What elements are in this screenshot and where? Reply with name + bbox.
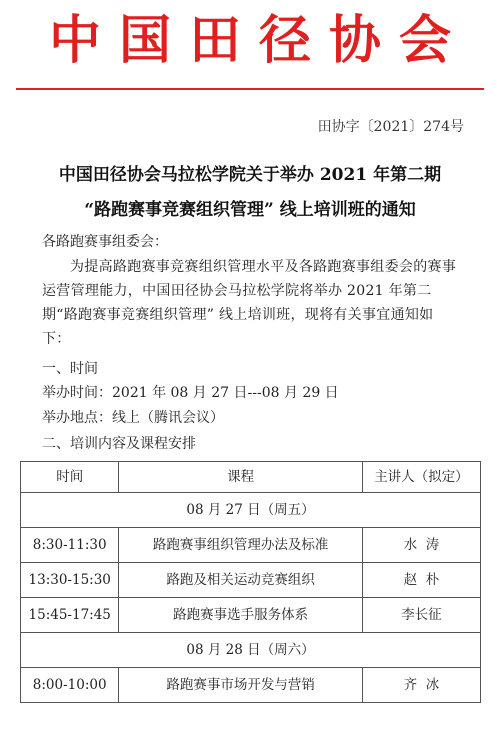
- day-row-2: [21, 633, 481, 668]
- day-label: 08 月 27 日（周五）: [21, 493, 481, 528]
- session-course: 路跑赛事组织管理办法及标准: [119, 528, 362, 563]
- header-course: 课程: [119, 462, 362, 493]
- table-row: [21, 528, 481, 563]
- header-time: 时间: [21, 462, 119, 493]
- document-number: 田协字〔2021〕274号: [317, 119, 464, 135]
- hold-time: 举办时间：2021 年 08 月 27 日---08 月 29 日: [42, 385, 339, 401]
- session-speaker: 赵 朴: [362, 563, 480, 598]
- table-row: [21, 598, 481, 633]
- session-speaker: 齐 冰: [362, 668, 480, 703]
- session-course: 路跑赛事市场开发与营销: [119, 668, 362, 703]
- table-header-row: [21, 462, 481, 493]
- section-heading-time: 一、时间: [42, 361, 98, 377]
- table-row: [21, 563, 481, 598]
- table-row: [21, 668, 481, 703]
- session-course: 路跑及相关运动竞赛组织: [119, 563, 362, 598]
- hold-place: 举办地点：线上（腾讯会议）: [42, 410, 224, 426]
- header-divider: [16, 88, 484, 90]
- schedule-table: [20, 461, 481, 703]
- day-row-1: [21, 493, 481, 528]
- intro-paragraph: 为提高路跑赛事竞赛组织管理水平及各路跑赛事组委会的赛事运营管理能力，中国田径协会马拉松学院将举办 2021 年第二期“路跑赛事竞赛组织管理” 线上培训班，现将有关事宜通知如下：: [42, 259, 457, 347]
- document-title-line2: “路跑赛事竞赛组织管理” 线上培训班的通知: [84, 200, 416, 220]
- session-course: 路跑赛事选手服务体系: [119, 598, 362, 633]
- session-speaker: 李长征: [362, 598, 480, 633]
- session-speaker: 水 涛: [362, 528, 480, 563]
- header-speaker: 主讲人（拟定）: [362, 462, 480, 493]
- document-title-line1: 中国田径协会马拉松学院关于举办 2021 年第二期: [58, 165, 442, 185]
- salutation: 各路跑赛事组委会：: [42, 234, 168, 250]
- session-time: 8:30-11:30: [21, 528, 119, 563]
- session-time: 13:30-15:30: [21, 563, 119, 598]
- session-time: 8:00-10:00: [21, 668, 119, 703]
- session-time: 15:45-17:45: [21, 598, 119, 633]
- day-label: 08 月 28 日（周六）: [21, 633, 481, 668]
- section-heading-schedule: 二、培训内容及课程安排: [42, 436, 196, 452]
- organization-header: 中国田径协会: [48, 11, 469, 71]
